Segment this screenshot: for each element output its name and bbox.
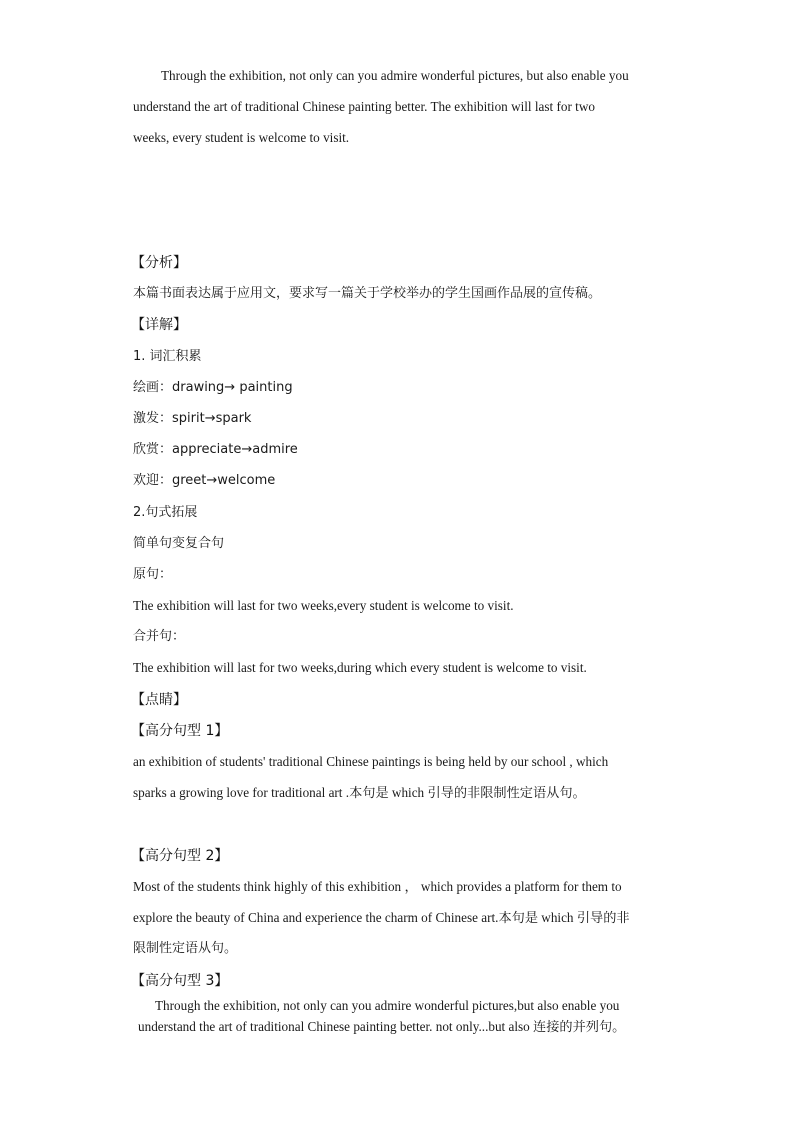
type3-line-1: Through the exhibition, not only can you admire wonderful pictures,but also enable you — [155, 998, 620, 1013]
vocab-item: 激发：spirit→spark — [133, 411, 252, 426]
type3-title: 【高分句型 3】 — [131, 973, 229, 989]
syntax-subtitle: 简单句变复合句 — [133, 536, 225, 551]
vocab-item: 欢迎：greet→welcome — [133, 473, 276, 488]
highlights-heading: 【点睛】 — [131, 692, 187, 708]
vocab-item: 绘画：drawing→ painting — [133, 380, 293, 395]
type2-line-3: 限制性定语从句。 — [133, 941, 238, 956]
type2-title: 【高分句型 2】 — [131, 848, 229, 864]
analysis-text: 本篇书面表达属于应用文，要求写一篇关于学校举办的学生国画作品展的宣传稿。 — [133, 286, 602, 301]
type1-title: 【高分句型 1】 — [131, 723, 229, 739]
type2-line-2: explore the beauty of China and experience the charm of Chinese art.本句是 which 引导的非 — [133, 910, 630, 925]
detail-heading: 【详解】 — [131, 317, 187, 333]
original-sentence: The exhibition will last for two weeks,every student is welcome to visit. — [133, 598, 514, 613]
type2-line-1: Most of the students think highly of this exhibition ， which provides a platform for them to — [133, 879, 622, 894]
original-label: 原句： — [133, 567, 173, 582]
intro-line-3: weeks, every student is welcome to visit. — [133, 130, 350, 145]
vocab-item: 欣赏：appreciate→admire — [133, 442, 298, 457]
intro-line-1: Through the exhibition, not only can you admire wonderful pictures, but also enable you — [161, 68, 629, 83]
type1-line-2: sparks a growing love for traditional art .本句是 which 引导的非限制性定语从句。 — [133, 785, 586, 800]
type1-line-1: an exhibition of students' traditional Chinese paintings is being held by our school , which — [133, 754, 609, 769]
type3-line-2: understand the art of traditional Chinese painting better. not only...but also 连接的并列句。 — [138, 1019, 626, 1034]
merged-label: 合并句： — [133, 629, 186, 644]
syntax-title: 2.句式拓展 — [133, 505, 198, 520]
intro-line-2: understand the art of traditional Chinese painting better. The exhibition will last for two — [133, 99, 595, 114]
analysis-heading: 【分析】 — [131, 255, 187, 271]
merged-sentence: The exhibition will last for two weeks,during which every student is welcome to visit. — [133, 660, 587, 675]
vocab-title: 1. 词汇积累 — [133, 349, 202, 364]
